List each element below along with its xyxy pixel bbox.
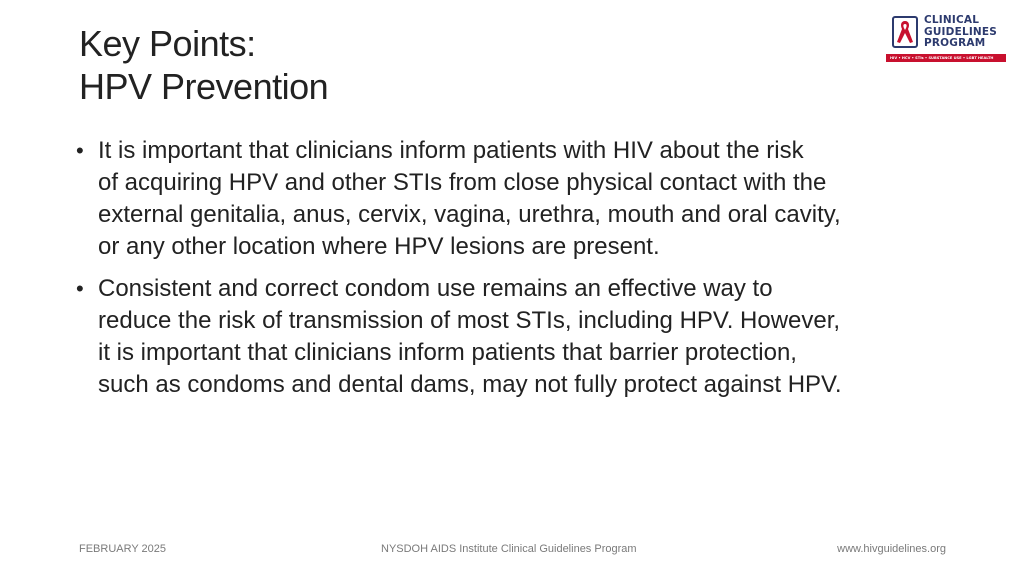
logo-tagline: HIV • HCV • STIs • SUBSTANCE USE • LGBT HEALTH xyxy=(890,56,994,60)
logo-line-2: GUIDELINES xyxy=(924,25,998,38)
logo-tagline-bar xyxy=(886,54,1006,62)
bullet-1-line-1: It is important that clinicians inform patients with HIV about the risk xyxy=(98,137,804,164)
bullet-2-line-2: reduce the risk of transmission of most STIs, including HPV. However, xyxy=(98,307,841,334)
logo-wordmark xyxy=(924,15,997,50)
bullet-list xyxy=(76,135,956,411)
clinical-guidelines-program-logo xyxy=(886,14,1006,66)
bullet-2-line-1: Consistent and correct condom use remains an effective way to xyxy=(98,275,773,302)
bullet-2-line-3: it is important that clinicians inform patients that barrier protection, xyxy=(98,339,797,366)
bullet-icon: • xyxy=(76,276,84,301)
footer-website: www.hivguidelines.org xyxy=(837,543,946,555)
logo-line-1: CLINICAL xyxy=(924,14,980,26)
footer-program: NYSDOH AIDS Institute Clinical Guidelines Program xyxy=(381,543,637,555)
slide-title-line-1: Key Points: xyxy=(79,23,256,64)
bullet-2-line-4: such as condoms and dental dams, may not fully protect against HPV. xyxy=(98,371,842,398)
slide-title-line-2: HPV Prevention xyxy=(79,66,329,107)
footer-date: FEBRUARY 2025 xyxy=(79,543,167,555)
ribbon-icon xyxy=(894,18,916,46)
bullet-1-line-4: or any other location where HPV lesions are present. xyxy=(98,233,660,260)
bullet-item xyxy=(76,273,956,401)
bullet-item xyxy=(76,135,956,263)
bullet-1-line-3: external genitalia, anus, cervix, vagina, urethra, mouth and oral cavity, xyxy=(98,201,841,228)
logo-frame xyxy=(892,16,918,48)
slide-title xyxy=(79,22,328,108)
bullet-icon: • xyxy=(76,138,84,163)
bullet-1-line-2: of acquiring HPV and other STIs from close physical contact with the xyxy=(98,169,827,196)
logo-line-3: PROGRAM xyxy=(924,37,986,49)
